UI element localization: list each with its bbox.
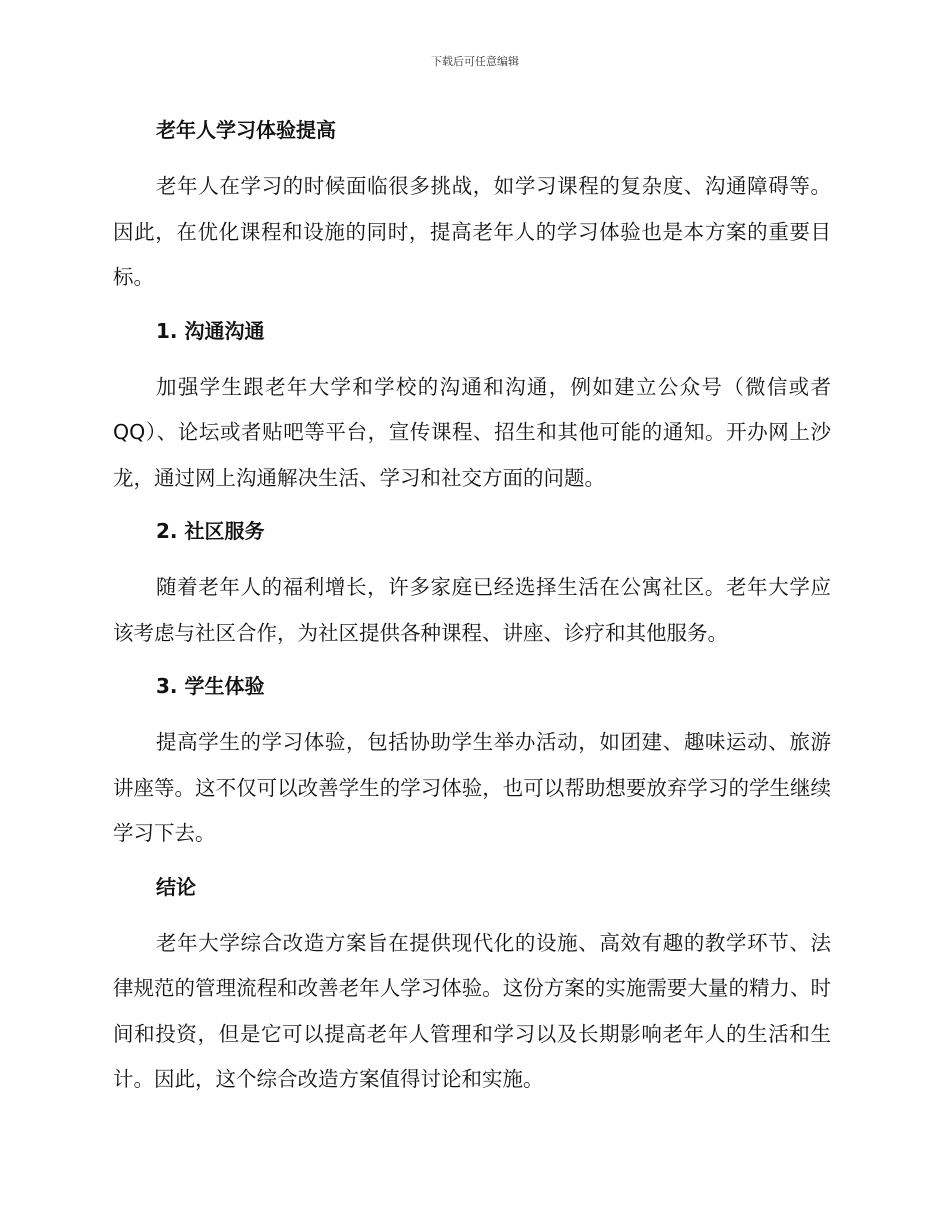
header-note: 下载后可任意编辑	[431, 55, 519, 68]
section-paragraph: 老年大学综合改造方案旨在提供现代化的设施、高效有趣的教学环节、法律规范的管理流程和改善老年人学习体验。这份方案的实施需要大量的精力、时间和投资，但是它可以提高老年人管理和学习以及长期影响老年人的生活和生计。因此，这个综合改造方案值得讨论和实施。	[113, 930, 831, 1091]
section-conclusion	[113, 869, 831, 1103]
section-learning-experience	[113, 112, 831, 301]
section-heading: 3. 学生体验	[156, 674, 265, 698]
document-body	[113, 112, 831, 1103]
section-paragraph: 加强学生跟老年大学和学校的沟通和沟通，例如建立公众号（微信或者QQ）、论坛或者贴吧等平台，宣传课程、招生和其他可能的通知。开办网上沙龙，通过网上沟通解决生活、学习和社交方面的问题。	[113, 374, 831, 490]
section-heading: 1. 沟通沟通	[156, 318, 265, 343]
section-heading: 结论	[156, 874, 196, 899]
section-community-service	[113, 513, 831, 656]
section-heading: 2. 社区服务	[156, 519, 265, 543]
section-student-experience	[113, 668, 831, 857]
section-paragraph: 提高学生的学习体验，包括协助学生举办活动，如团建、趣味运动、旅游讲座等。这不仅可以改善学生的学习体验，也可以帮助想要放弃学习的学生继续学习下去。	[113, 730, 831, 845]
section-heading: 老年人学习体验提高	[156, 118, 336, 142]
section-paragraph: 随着老年人的福利增长，许多家庭已经选择生活在公寓社区。老年大学应该考虑与社区合作，为社区提供各种课程、讲座、诊疗和其他服务。	[113, 575, 831, 645]
section-paragraph: 老年人在学习的时候面临很多挑战，如学习课程的复杂度、沟通障碍等。因此，在优化课程和设施的同时，提高老年人的学习体验也是本方案的重要目标。	[113, 174, 831, 289]
section-communication	[113, 313, 831, 502]
